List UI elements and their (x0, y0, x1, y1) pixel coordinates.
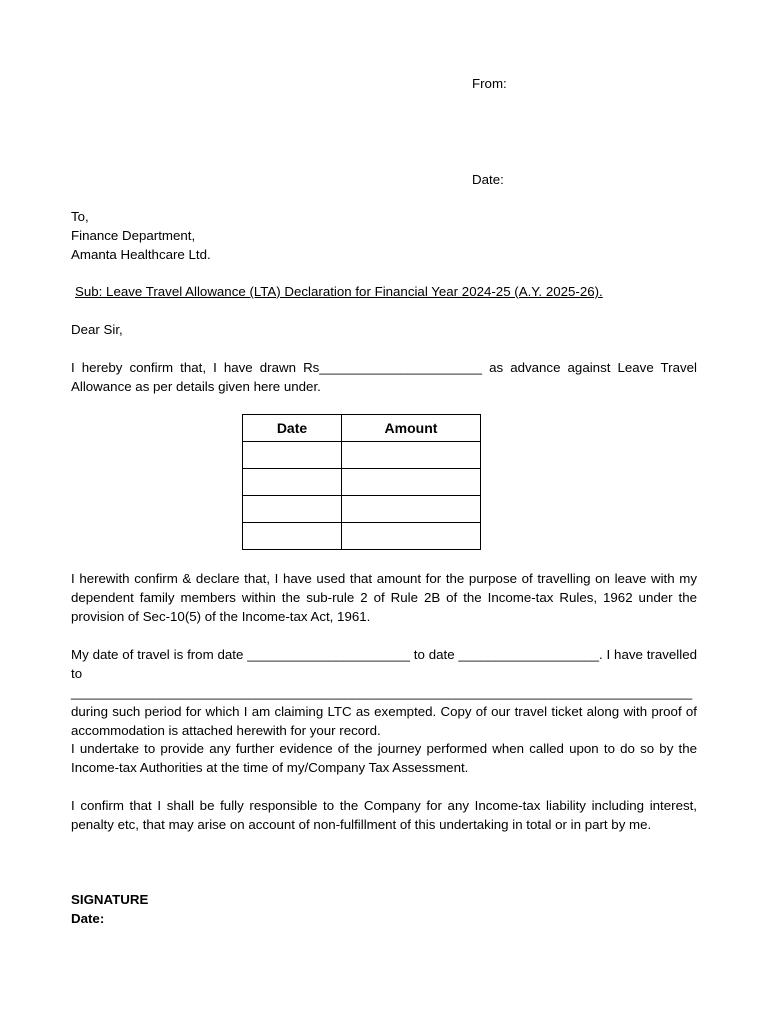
paragraph-undertaking: I undertake to provide any further evidence of the journey performed when called upon to do so by the Income-tax Authorities at the time of my/Company Tax Assessment. (71, 741, 697, 775)
lta-details-table (242, 414, 481, 550)
table-cell (342, 496, 481, 523)
from-label: From: (472, 76, 507, 91)
table-cell (243, 523, 342, 550)
salutation: Dear Sir, (71, 322, 123, 337)
date-label: Date: (472, 172, 504, 187)
table-cell (342, 442, 481, 469)
address-line: Finance Department, (71, 228, 196, 243)
paragraph-liability: I confirm that I shall be fully responsible to the Company for any Income-tax liability including interest, penalty etc, that may arise on account of non-fulfillment of this undertaking in total or in part by me. (71, 798, 697, 832)
paragraph-declaration: I herewith confirm & declare that, I have used that amount for the purpose of travelling on leave with my dependent family members within the sub-rule 2 of Rule 2B of the Income-tax Rules, 1962 under the provision of Sec-10(5) of the Income-tax Act, 1961. (71, 571, 697, 624)
address-line: Amanta Healthcare Ltd. (71, 247, 211, 262)
signature-date-label: Date: (71, 911, 105, 926)
signature-block (71, 890, 148, 928)
table-cell (342, 469, 481, 496)
table-cell (342, 523, 481, 550)
signature-label: SIGNATURE (71, 892, 149, 907)
table-row (243, 496, 481, 523)
table-row (243, 469, 481, 496)
table-cell (243, 496, 342, 523)
table-cell (243, 469, 342, 496)
address-line: To, (71, 209, 89, 224)
paragraph-travel-dates: My date of travel is from date ______________________ to date ___________________. I have travelled to ____________________________________________________________________________________ during such period for which I am claiming LTC as exempted. Copy of our travel ticket along with proof of accommodation is attached herewith for your record. (71, 647, 697, 738)
subject-line: Sub: Leave Travel Allowance (LTA) Declaration for Financial Year 2024-25 (A.Y. 2025-26). (75, 284, 603, 299)
paragraph-advance: I hereby confirm that, I have drawn Rs______________________ as advance against Leave Travel Allowance as per details given here under. (71, 360, 697, 394)
table-row (243, 442, 481, 469)
table-header-date: Date (243, 415, 342, 442)
table-row (243, 523, 481, 550)
recipient-address (71, 207, 471, 264)
table-cell (243, 442, 342, 469)
table-header-amount: Amount (342, 415, 481, 442)
